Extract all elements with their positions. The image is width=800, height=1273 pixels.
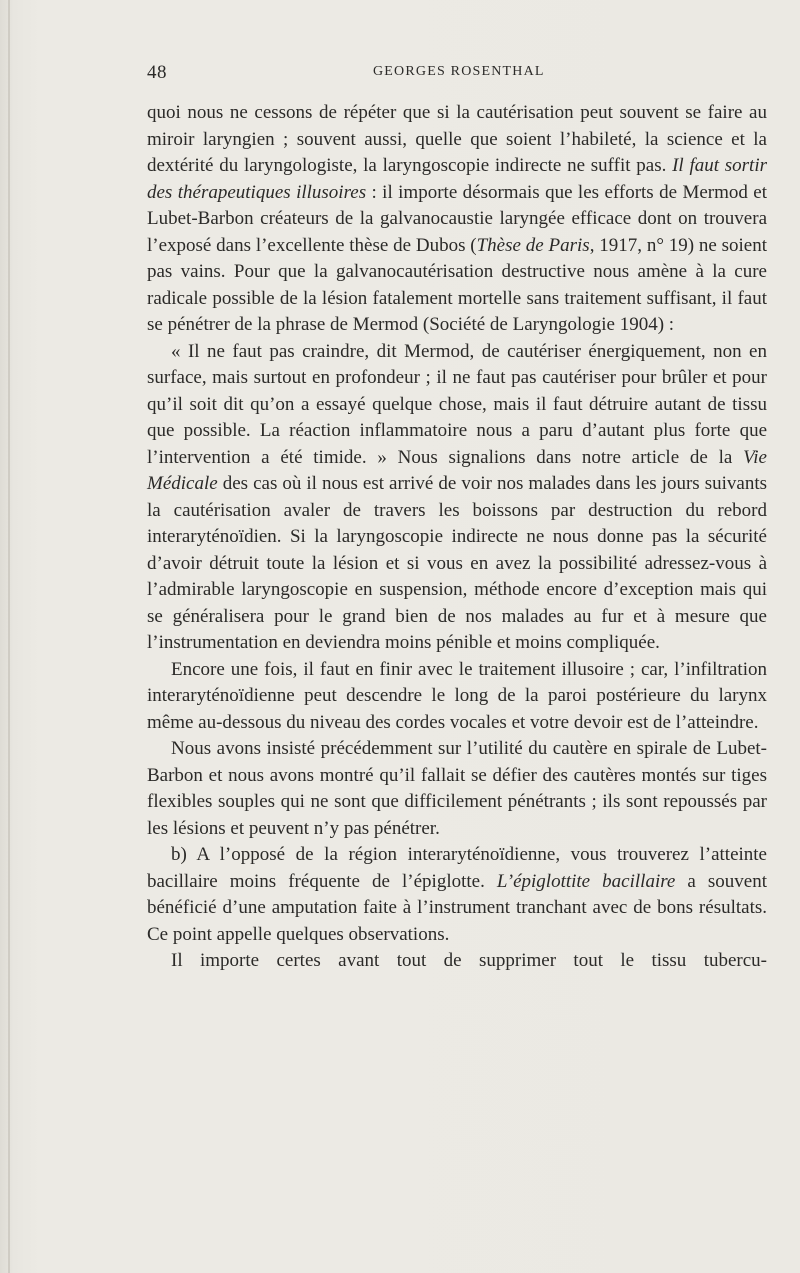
paragraph-3: Encore une fois, il faut en finir avec le traitement illusoire ; car, l’infiltration interaryténoïdienne peut descendre le long de la paroi postérieure du larynx même au-dessous du niveau des cordes vocales et votre devoir est de l’atteindre. [147,658,767,733]
running-head: GEORGES ROSENTHAL [373,64,545,79]
binding-gutter [8,0,10,1273]
paragraph-5: b) A l’opposé de la région interaryténoïdienne, vous trouverez l’atteinte bacillaire moins fréquente de l’épiglotte. L’épiglottite bacillaire a souvent bénéficié d’une amputation faite à l’instrument tranchant avec de bons résultats. Ce point appelle quelques observations. [147,844,767,945]
body-text [147,100,767,975]
page-number: 48 [147,62,167,83]
paragraph-6: Il importe certes avant tout de supprimer tout le tissu tubercu- [171,950,767,971]
paragraph-2-quote: « Il ne faut pas craindre, dit Mermod, de cautériser énergiquement, non en surface, mais surtout en profondeur ; il ne faut pas cautériser pour brûler et pour qu’il soit dit qu’on a essayé quelque chose, mais il faut détruire autant de tissu que possible. La réaction inflammatoire nous a paru d’autant plus forte que l’intervention a été timide. » Nous signalions dans notre article de la Vie Médicale des cas où il nous est arrivé de voir nos malades dans les jours suivants la cautérisation avaler de travers les boissons par destruction du rebord interaryténoïdien. Si la laryngoscopie indirecte ne nous donne pas la sécurité d’avoir détruit toute la lésion et si vous en avez la possibilité adressez-vous à l’admirable laryngoscopie en suspension, méthode encore d’exception mais qui se généralisera pour le grand bien de nos malades au fur et à mesure que l’instrumentation en deviendra moins pénible et moins compliquée. [147,340,767,653]
paragraph-1: quoi nous ne cessons de répéter que si la cautérisation peut souvent se faire au miroir laryngien ; souvent aussi, quelle que soient l’habileté, la science et la dextérité du laryngologiste, la laryngoscopie indirecte ne suffit pas. Il faut sortir des thérapeutiques illusoires : il importe désormais que les efforts de Mermod et Lubet-Barbon créateurs de la galvanocaustie laryngée efficace dont on trouvera l’exposé dans l’excellente thèse de Dubos (Thèse de Paris, 1917, n° 19) ne soient pas vains. Pour que la galvanocautérisation destructive nous amène à la cure radicale possible de la lésion fatalement mortelle sans traitement suffisant, il faut se pénétrer de la phrase de Mermod (Société de Laryngologie 1904) : [147,102,768,335]
page-header [147,62,767,86]
paragraph-4: Nous avons insisté précédemment sur l’utilité du cautère en spirale de Lubet-Barbon et nous avons montré qu’il fallait se défier des cautères montés sur tiges flexibles souples qui ne sont que difficilement pénétrants ; ils sont repoussés par les lésions et peuvent n’y pas pénétrer. [147,738,767,839]
